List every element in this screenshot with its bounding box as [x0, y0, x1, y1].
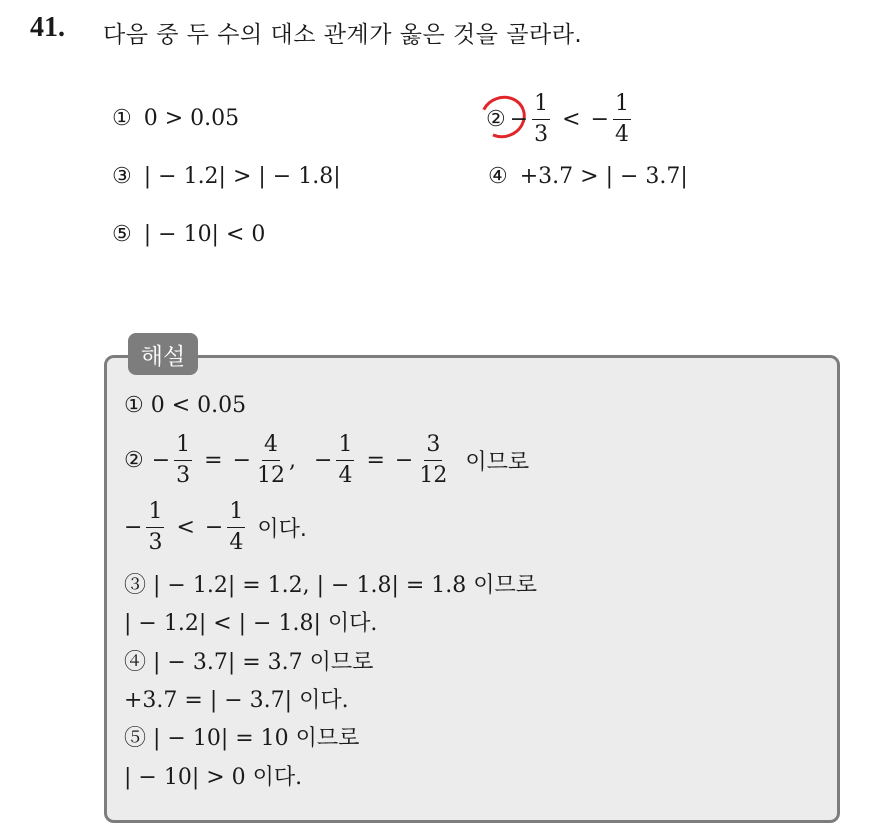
option-4[interactable] — [488, 164, 688, 189]
fraction-numerator: 4 — [262, 430, 280, 461]
fraction-denominator: 3 — [176, 463, 191, 488]
option-3-mark: ③ — [112, 164, 132, 189]
fraction-numerator: 1 — [532, 89, 550, 120]
sign: − — [204, 515, 224, 540]
solution-line-5: | − 1.2| < | − 1.8| 이다. — [124, 611, 378, 636]
solution-line-9: | − 10| > 0 이다. — [124, 765, 303, 790]
option-3-text: | − 1.2| > | − 1.8| — [143, 164, 341, 189]
solution-line-3 — [124, 497, 307, 558]
fraction-denominator: 4 — [615, 122, 630, 147]
solution-line-2 — [124, 430, 529, 491]
fraction-denominator: 3 — [148, 530, 163, 555]
suffix-text: 이므로 — [465, 450, 530, 475]
solution-line-2-mark: ② — [124, 448, 144, 473]
option-5[interactable] — [112, 222, 265, 247]
option-4-mark: ④ — [488, 164, 508, 189]
fraction — [417, 430, 449, 491]
fraction-denominator: 12 — [257, 463, 286, 488]
option-2-fraction-right — [613, 89, 631, 150]
fraction — [336, 430, 354, 491]
less-than: < — [176, 515, 195, 540]
option-1-text: 0 > 0.05 — [143, 106, 240, 131]
option-1[interactable] — [112, 106, 239, 131]
sign: − — [151, 448, 171, 473]
fraction-numerator: 1 — [227, 497, 245, 528]
option-3[interactable] — [112, 164, 341, 189]
fraction — [146, 497, 164, 558]
fraction-denominator: 4 — [229, 530, 244, 555]
option-5-mark: ⑤ — [112, 222, 132, 247]
comma: , — [289, 448, 297, 473]
solution-line-7: +3.7 = | − 3.7| 이다. — [124, 688, 349, 713]
sign: − — [314, 448, 333, 473]
option-2-mark: ② — [486, 107, 506, 132]
suffix-text: 이다. — [257, 517, 307, 542]
fraction-numerator: 1 — [174, 430, 192, 461]
equals: = — [204, 448, 223, 473]
fraction-numerator: 1 — [336, 430, 354, 461]
option-2-operator: < — [562, 107, 581, 132]
fraction-numerator: 3 — [424, 430, 442, 461]
fraction — [255, 430, 287, 491]
solution-line-4: ③ | − 1.2| = 1.2, | − 1.8| = 1.8 이므로 — [124, 573, 538, 598]
option-2-sign-right: − — [590, 107, 610, 132]
option-2[interactable] — [486, 89, 633, 150]
option-4-text: +3.7 > | − 3.7| — [519, 164, 688, 189]
fraction — [227, 497, 245, 558]
sign: − — [394, 448, 414, 473]
option-2-sign-left: − — [509, 107, 529, 132]
equals: = — [366, 448, 385, 473]
sign: − — [232, 448, 252, 473]
option-1-mark: ① — [112, 106, 132, 131]
fraction-numerator: 1 — [146, 497, 164, 528]
solution-line-8: ⑤ | − 10| = 10 이므로 — [124, 726, 360, 751]
fraction-denominator: 12 — [419, 463, 448, 488]
question-text: 다음 중 두 수의 대소 관계가 옳은 것을 골라라. — [103, 22, 583, 48]
option-2-fraction-left — [532, 89, 550, 150]
fraction — [174, 430, 192, 491]
question-number: 41. — [30, 12, 65, 43]
option-5-text: | − 10| < 0 — [143, 222, 266, 247]
fraction-numerator: 1 — [613, 89, 631, 120]
solution-line-1: ① 0 < 0.05 — [124, 393, 247, 418]
sign: − — [124, 515, 143, 540]
solution-line-6: ④ | − 3.7| = 3.7 이므로 — [124, 650, 374, 675]
fraction-denominator: 3 — [534, 122, 549, 147]
fraction-denominator: 4 — [338, 463, 353, 488]
solution-tag: 해설 — [128, 333, 198, 375]
